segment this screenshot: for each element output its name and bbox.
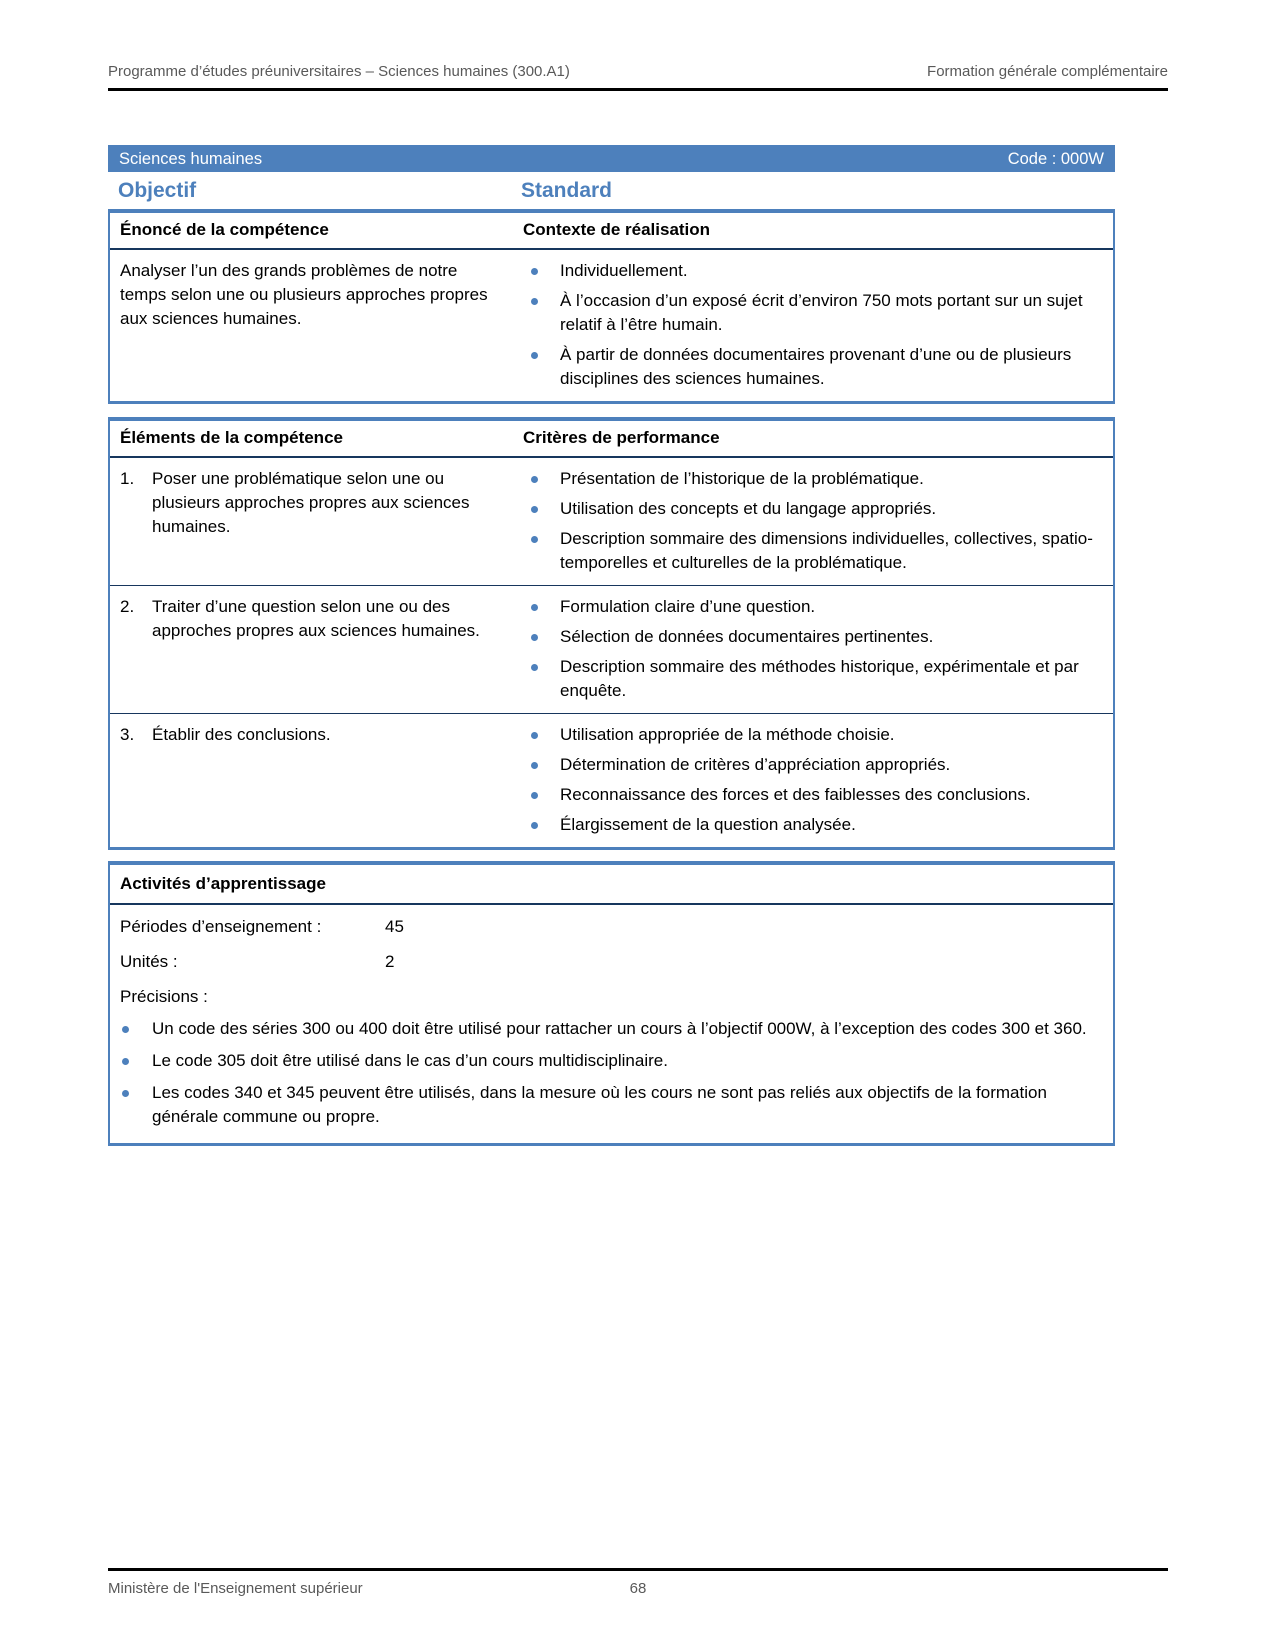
field-periodes — [110, 915, 1099, 939]
content-area — [108, 145, 1115, 1146]
bullet-icon — [531, 298, 538, 305]
list-item-text: Utilisation appropriée de la méthode choisie. — [560, 725, 895, 744]
list-item-text: Utilisation des concepts et du langage appropriés. — [560, 499, 937, 518]
bullet-icon — [531, 792, 538, 799]
bullet-icon — [531, 604, 538, 611]
elements-table-header — [110, 421, 1113, 458]
elements-header: Éléments de la compétence — [120, 428, 343, 447]
list-item — [110, 1081, 1099, 1129]
list-item-text: Un code des séries 300 ou 400 doit être utilisé pour rattacher un cours à l’objectif 000W, à l’exception des codes 300 et 360. — [152, 1019, 1087, 1038]
element-text: Établir des conclusions. — [152, 725, 331, 744]
field-value: 2 — [385, 952, 395, 971]
list-item — [523, 289, 1099, 337]
table-row — [110, 714, 1113, 847]
list-item — [523, 813, 1099, 837]
bullet-icon — [531, 352, 538, 359]
field-label: Unités : — [120, 952, 178, 971]
activities-header: Activités d’apprentissage — [110, 865, 1113, 905]
element-cell — [110, 595, 523, 703]
list-item — [523, 467, 1099, 491]
bullet-icon — [122, 1026, 129, 1033]
bullet-icon — [531, 476, 538, 483]
banner-code: Code : 000W — [1007, 149, 1104, 168]
page-number: 68 — [629, 1580, 647, 1597]
list-item-text: Individuellement. — [560, 261, 688, 280]
header-left-text: Programme d’études préuniversitaires – Sciences humaines (300.A1) — [108, 63, 570, 80]
footer-left-text: Ministère de l'Enseignement supérieur — [108, 1580, 363, 1597]
activities-body — [110, 905, 1113, 1143]
bullet-icon — [122, 1090, 129, 1097]
field-unites — [110, 950, 1099, 974]
objectif-heading: Objectif — [118, 179, 197, 202]
element-number: 1. — [120, 469, 135, 488]
competence-table-row — [110, 250, 1113, 401]
competence-table-header — [110, 213, 1113, 250]
list-item — [523, 259, 1099, 283]
criteria-bullet-list — [523, 595, 1113, 703]
list-item-text: Le code 305 doit être utilisé dans le cas d’un cours multidisciplinaire. — [152, 1051, 668, 1070]
element-text: Traiter d’une question selon une ou des approches propres aux sciences humaines. — [152, 597, 480, 640]
table-row — [110, 586, 1113, 714]
list-item — [523, 343, 1099, 391]
page-header — [108, 62, 1168, 91]
list-item-text: Détermination de critères d’appréciation appropriés. — [560, 755, 951, 774]
bullet-icon — [122, 1058, 129, 1065]
list-item — [523, 595, 1099, 619]
enonce-header: Énoncé de la compétence — [120, 220, 329, 239]
list-item — [110, 1049, 1099, 1073]
competence-statement: Analyser l’un des grands problèmes de notre temps selon une ou plusieurs approches propres aux sciences humaines. — [120, 261, 488, 328]
bullet-icon — [531, 762, 538, 769]
list-item — [110, 1017, 1099, 1041]
bullet-icon — [531, 822, 538, 829]
list-item-text: Formulation claire d’une question. — [560, 597, 816, 616]
competence-statement-cell — [110, 259, 523, 391]
activities-box — [108, 861, 1115, 1146]
element-number: 3. — [120, 725, 135, 744]
list-item-text: Les codes 340 et 345 peuvent être utilisés, dans la mesure où les cours ne sont pas reliés aux objectifs de la formation générale commune ou propre. — [152, 1083, 1047, 1126]
list-item-text: À partir de données documentaires provenant d’une ou de plusieurs disciplines des sciences humaines. — [560, 345, 1072, 388]
page-footer — [108, 1568, 1168, 1599]
list-item-text: Reconnaissance des forces et des faiblesses des conclusions. — [560, 785, 1031, 804]
banner-title: Sciences humaines — [119, 149, 263, 168]
list-item — [523, 625, 1099, 649]
field-label: Périodes d’enseignement : — [120, 917, 322, 936]
list-item — [523, 527, 1099, 575]
list-item — [523, 753, 1099, 777]
bullet-icon — [531, 506, 538, 513]
criteria-bullet-list — [523, 723, 1113, 837]
element-cell — [110, 467, 523, 575]
criteres-header: Critères de performance — [523, 428, 720, 447]
competence-table — [108, 209, 1115, 404]
element-text: Poser une problématique selon une ou plusieurs approches propres aux sciences humaines. — [152, 469, 470, 536]
contexte-header: Contexte de réalisation — [523, 220, 711, 239]
list-item-text: Sélection de données documentaires pertinentes. — [560, 627, 934, 646]
bullet-icon — [531, 268, 538, 275]
standard-heading: Standard — [521, 179, 613, 202]
bullet-icon — [531, 634, 538, 641]
bullet-icon — [531, 732, 538, 739]
bullet-icon — [531, 664, 538, 671]
list-item-text: Élargissement de la question analysée. — [560, 815, 856, 834]
precisions-label: Précisions : — [120, 987, 208, 1006]
elements-table — [108, 417, 1115, 850]
contexte-bullet-list — [523, 259, 1113, 391]
list-item — [523, 497, 1099, 521]
list-item — [523, 655, 1099, 703]
list-item-text: Description sommaire des méthodes historique, expérimentale et par enquête. — [560, 657, 1079, 700]
column-headings — [108, 178, 1115, 204]
list-item-text: Présentation de l’historique de la problématique. — [560, 469, 924, 488]
list-item-text: À l’occasion d’un exposé écrit d’environ 750 mots portant sur un sujet relatif à l’être humain. — [560, 291, 1083, 334]
list-item — [523, 783, 1099, 807]
list-item — [523, 723, 1099, 747]
field-value: 45 — [385, 917, 404, 936]
criteria-bullet-list — [523, 467, 1113, 575]
section-banner — [108, 145, 1115, 172]
bullet-icon — [531, 536, 538, 543]
table-row — [110, 458, 1113, 586]
element-number: 2. — [120, 597, 135, 616]
list-item-text: Description sommaire des dimensions individuelles, collectives, spatio-temporelles et culturelles de la problématique. — [560, 529, 1093, 572]
element-cell — [110, 723, 523, 837]
header-right-text: Formation générale complémentaire — [927, 63, 1168, 80]
